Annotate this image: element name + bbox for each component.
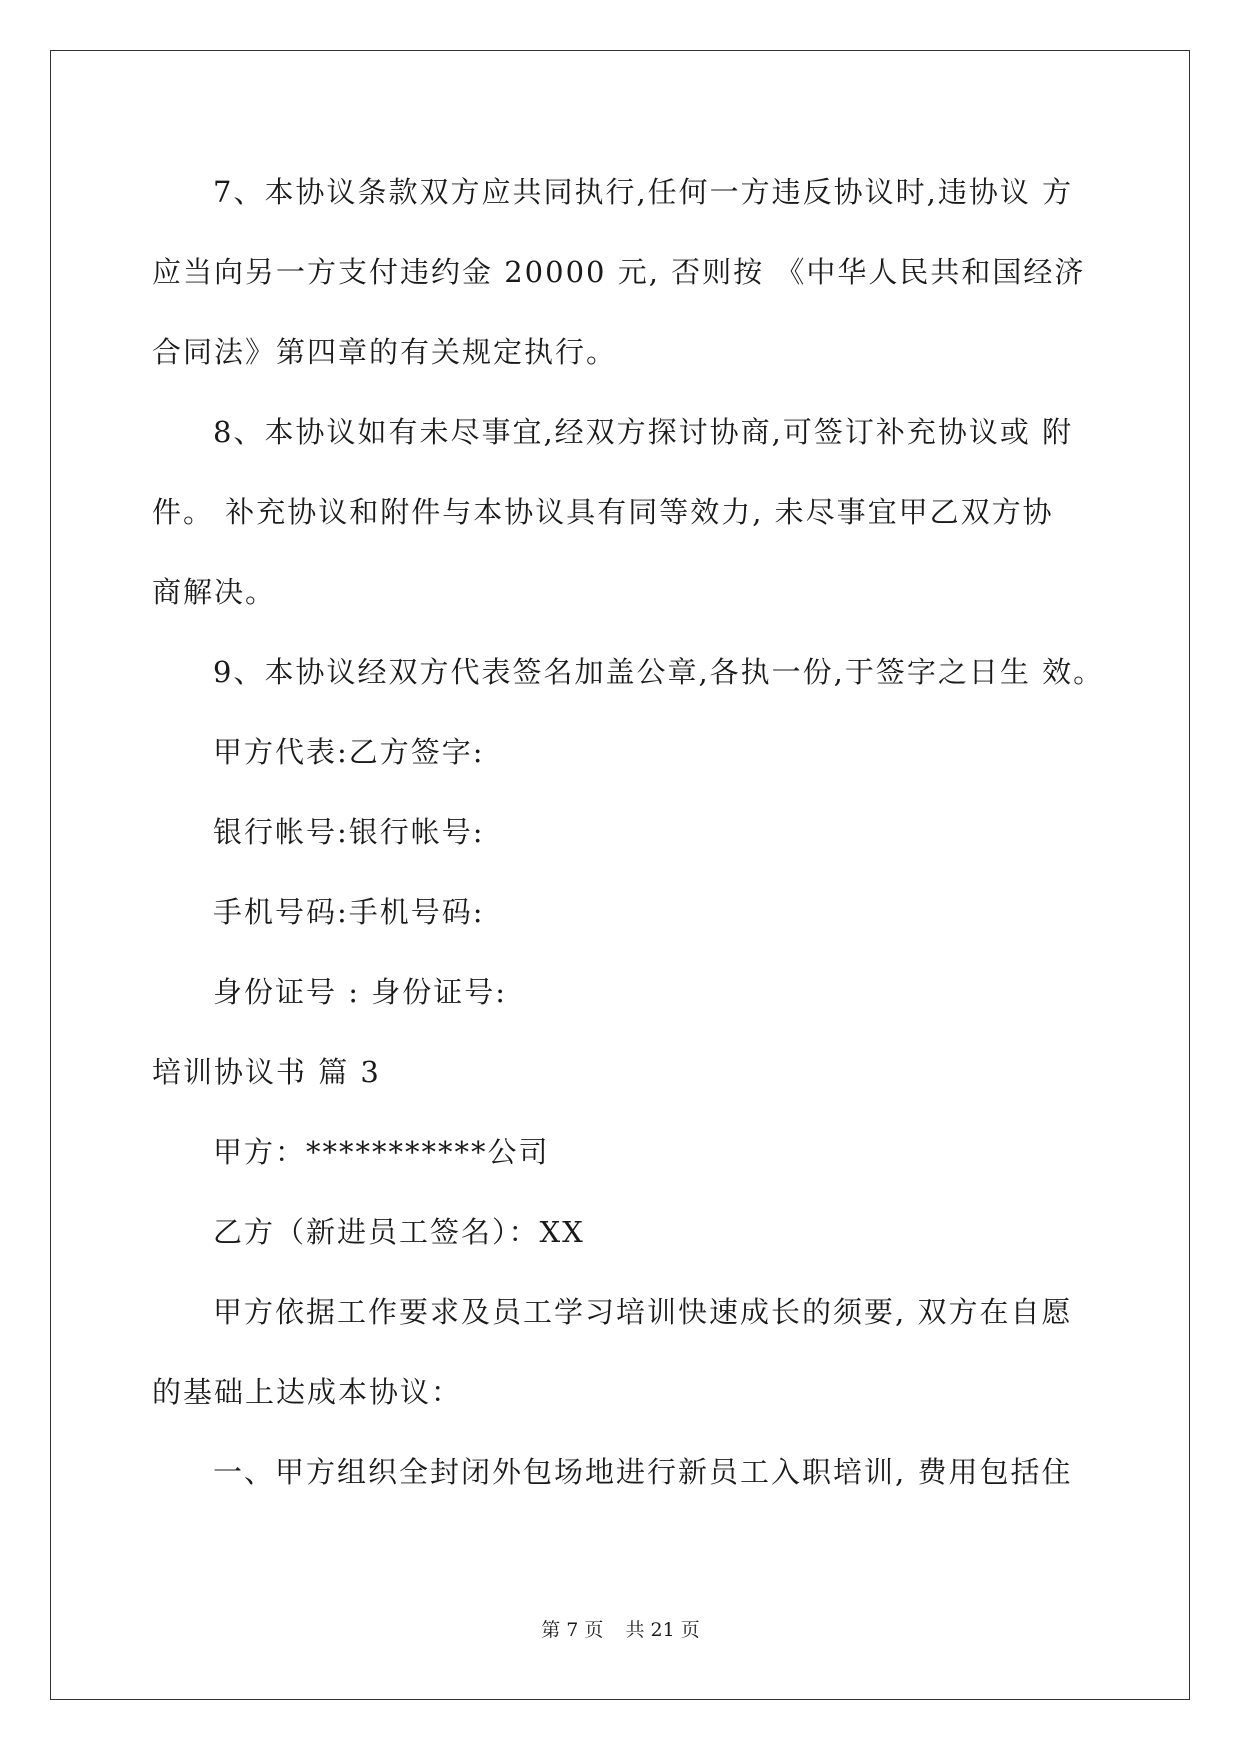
page-total: 共 21 页 — [625, 1619, 700, 1641]
id-number-line: 身份证号 : 身份证号: — [213, 975, 507, 1009]
clause-7-line-2: 应当向另一方支付违约金 20000 元, 否则按 《中华人民共和国经济 — [152, 255, 1086, 289]
phone-number-line: 手机号码:手机号码: — [213, 895, 485, 929]
signature-party-line: 甲方代表:乙方签字: — [213, 735, 485, 769]
article-1-line-1: 一、甲方组织全封闭外包场地进行新员工入职培训, 费用包括住 — [213, 1455, 1073, 1489]
party-b-line: 乙方（新进员工签名）：XX — [213, 1215, 585, 1249]
bank-account-line: 银行帐号:银行帐号: — [213, 815, 485, 849]
clause-7-line-1: 7、本协议条款双方应共同执行,任何一方违反协议时,违协议 方 — [213, 175, 1074, 209]
preamble-line-1: 甲方依据工作要求及员工学习培训快速成长的须要, 双方在自愿 — [213, 1295, 1073, 1329]
preamble-line-2: 的基础上达成本协议： — [152, 1375, 463, 1409]
page-number: 第 7 页 — [541, 1619, 604, 1641]
clause-8-line-1: 8、本协议如有未尽事宜,经双方探讨协商,可签订补充协议或 附 — [213, 415, 1074, 449]
clause-8-line-2: 件。 补充协议和附件与本协议具有同等效力, 未尽事宜甲乙双方协 — [152, 495, 1054, 529]
page-footer — [0, 1618, 1241, 1642]
clause-9-line-1: 9、本协议经双方代表签名加盖公章,各执一份,于签字之日生 效。 — [213, 655, 1105, 689]
clause-7-line-3: 合同法》第四章的有关规定执行。 — [152, 335, 618, 369]
party-a-line: 甲方：***********公司 — [213, 1135, 550, 1169]
clause-8-line-3: 商解决。 — [152, 575, 277, 609]
section-title: 培训协议书 篇 3 — [152, 1055, 381, 1089]
